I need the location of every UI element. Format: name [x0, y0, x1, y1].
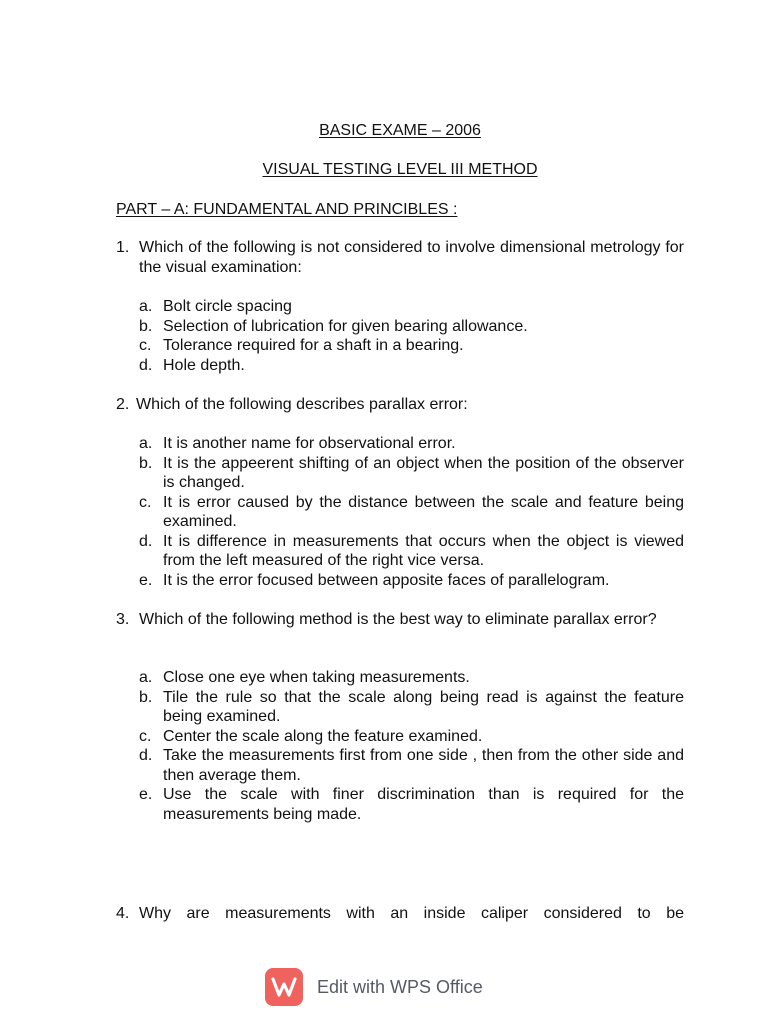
document-subtitle: VISUAL TESTING LEVEL III METHOD — [262, 161, 538, 178]
option-text: Hole depth. — [163, 356, 245, 374]
option-letter: c. — [139, 727, 152, 745]
option-text: Take the measurements first from one side , then from the other side and then average them. — [163, 747, 684, 784]
option-text: It is another name for observational error. — [163, 435, 456, 452]
option-d — [139, 746, 684, 785]
option-c — [139, 336, 684, 356]
question-2-options — [139, 434, 684, 590]
option-letter: c. — [139, 493, 152, 511]
question-text: Why are measurements with an inside caliper considered to be — [139, 905, 684, 922]
question-3 — [116, 610, 684, 630]
part-heading: PART – A: FUNDAMENTAL AND PRINCIBLES : — [116, 201, 458, 218]
option-text: It is difference in measurements that occurs when the object is viewed from the left measured of the right vice versa. — [163, 532, 684, 569]
option-letter: b. — [139, 454, 153, 472]
option-letter: d. — [139, 532, 153, 550]
option-c — [139, 493, 684, 532]
question-3-options — [139, 668, 684, 824]
option-text: Selection of lubrication for given bearing allowance. — [163, 317, 528, 335]
question-number: 3. — [116, 611, 130, 628]
option-a — [139, 668, 684, 688]
option-a — [139, 434, 684, 454]
question-4 — [116, 904, 684, 924]
question-2 — [116, 395, 684, 415]
option-a — [139, 297, 684, 317]
wps-logo-icon — [265, 968, 303, 1006]
option-text: It is the error focused between apposite faces of parallelogram. — [163, 571, 610, 589]
option-e — [139, 785, 684, 824]
option-c — [139, 727, 684, 747]
question-text: Which of the following describes parallax error: — [136, 396, 468, 413]
question-number: 1. — [116, 239, 130, 256]
edit-with-wps-label: Edit with WPS Office — [317, 976, 483, 997]
option-letter: c. — [139, 337, 152, 354]
option-text: Bolt circle spacing — [163, 298, 292, 315]
question-1 — [116, 238, 684, 277]
option-letter: d. — [139, 747, 153, 764]
option-text: It is the appeerent shifting of an object when the position of the observer is changed. — [163, 454, 684, 491]
option-letter: e. — [139, 571, 153, 589]
question-1-options — [139, 297, 684, 375]
option-text: It is error caused by the distance between the scale and feature being examined. — [163, 493, 684, 530]
document-title: BASIC EXAME – 2006 — [319, 122, 481, 139]
option-letter: b. — [139, 317, 153, 335]
question-text: Which of the following is not considered to involve dimensional metrology for the visual examination: — [139, 239, 684, 276]
option-letter: a. — [139, 435, 153, 452]
option-d — [139, 532, 684, 571]
option-letter: a. — [139, 669, 153, 686]
option-d — [139, 356, 684, 376]
option-b — [139, 317, 684, 337]
option-b — [139, 454, 684, 493]
question-text: Which of the following method is the best way to eliminate parallax error? — [139, 611, 657, 628]
option-b — [139, 688, 684, 727]
option-letter: d. — [139, 356, 153, 374]
option-letter: e. — [139, 786, 153, 803]
option-letter: b. — [139, 688, 153, 706]
edit-with-wps-button[interactable] — [265, 968, 483, 1006]
option-text: Tile the rule so that the scale along being read is against the feature being examined. — [163, 688, 684, 725]
option-text: Close one eye when taking measurements. — [163, 669, 470, 686]
option-text: Center the scale along the feature examined. — [163, 727, 483, 745]
option-e — [139, 571, 684, 591]
question-number: 2. — [116, 396, 130, 413]
question-number: 4. — [116, 905, 130, 922]
option-letter: a. — [139, 298, 153, 315]
option-text: Tolerance required for a shaft in a bearing. — [163, 337, 464, 354]
option-text: Use the scale with finer discrimination than is required for the measurements being made. — [163, 786, 684, 823]
